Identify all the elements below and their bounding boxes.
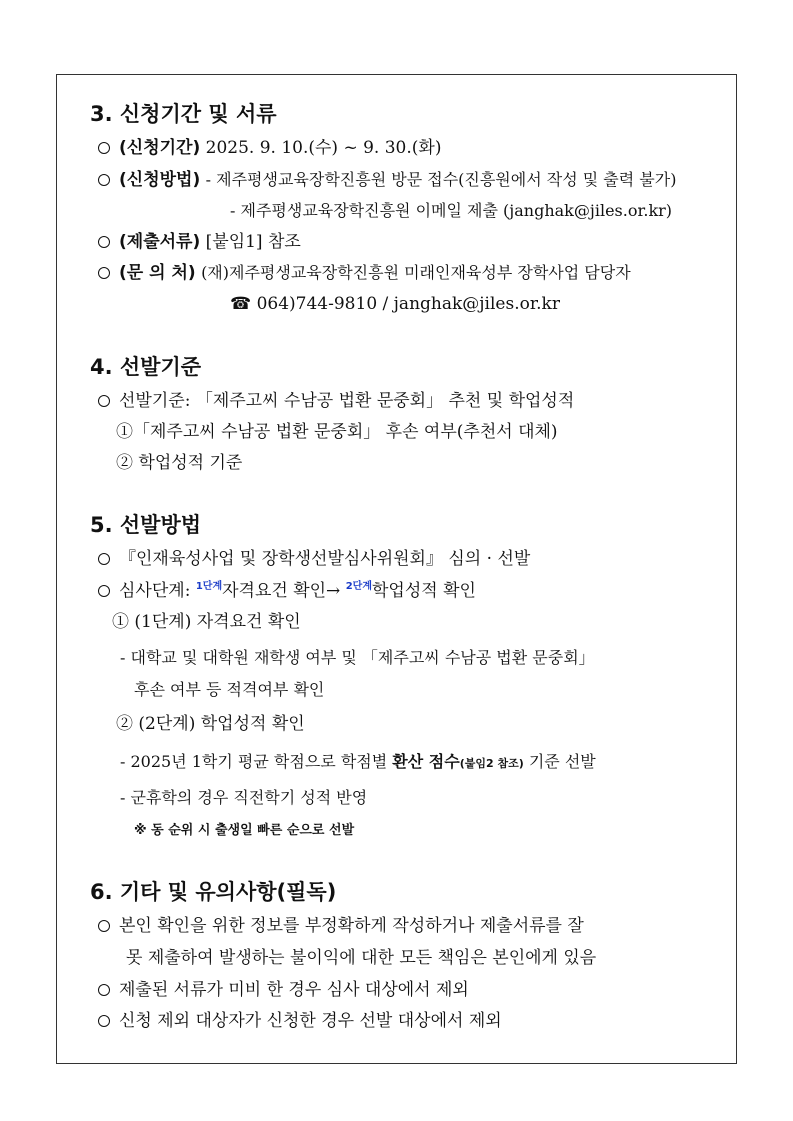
period-label: (신청기간) [119, 138, 201, 158]
method-row [98, 172, 676, 189]
notice-1-line-a: 본인 확인을 위한 정보를 부정확하게 작성하거나 제출서류를 잘 [119, 916, 584, 936]
sub2-title: ② (2단계) 학업성적 확인 [116, 714, 305, 734]
bullet-icon [98, 553, 110, 565]
sub2-line-1-pre: - 2025년 1학기 평균 학점으로 학점별 [120, 752, 393, 771]
contact-phone: 064)744-9810 / janghak@jiles.or.kr [256, 294, 560, 314]
criteria-row [98, 393, 574, 410]
bullet-icon [98, 174, 110, 186]
stage-prefix: 심사단계: [119, 581, 196, 601]
notice-1-row [98, 918, 584, 935]
bullet-icon [98, 267, 110, 279]
sub2-line-1-ref: (붙임2 참조) [459, 757, 524, 770]
stage-2-text: 학업성적 확인 [371, 581, 476, 601]
section-6-heading: 6. 기타 및 유의사항(필독) [90, 880, 337, 904]
docs-label: (제출서류) [119, 232, 201, 252]
criteria-item-1: ①「제주고씨 수남공 법환 문중회」 후손 여부(추천서 대체) [116, 422, 558, 442]
sub2-line-1 [120, 754, 596, 770]
bullet-icon [98, 984, 110, 996]
bullet-icon [98, 585, 110, 597]
method-line-2: - 제주평생교육장학진흥원 이메일 제출 (janghak@jiles.or.kr) [230, 201, 673, 220]
sub1-line-2: 후손 여부 등 적격여부 확인 [134, 680, 325, 699]
tie-break-note: ※ 동 순위 시 출생일 빠른 순으로 선발 [134, 823, 355, 838]
contact-label: (문 의 처) [119, 263, 196, 283]
section-5-heading: 5. 선발방법 [90, 513, 202, 537]
notice-2-row [98, 982, 469, 999]
section-4-heading: 4. 선발기준 [90, 355, 202, 379]
contact-value: (재)제주평생교육장학진흥원 미래인재육성부 장학사업 담당자 [201, 263, 631, 282]
criteria-item-2: ② 학업성적 기준 [116, 453, 243, 473]
method-label: (신청방법) [119, 170, 201, 190]
section-3-heading: 3. 신청기간 및 서류 [90, 102, 277, 126]
method-committee-row [98, 551, 530, 568]
docs-value: [붙임1] 참조 [205, 232, 301, 252]
contact-row [98, 265, 631, 282]
notice-3-text: 신청 제외 대상자가 신청한 경우 선발 대상에서 제외 [119, 1011, 502, 1031]
bullet-icon [98, 1015, 110, 1027]
sub2-line-2: - 군휴학의 경우 직전학기 성적 반영 [120, 788, 368, 807]
stage-row [98, 582, 476, 600]
sub1-line-1: - 대학교 및 대학원 재학생 여부 및 「제주고씨 수남공 법환 문중회」 [120, 648, 595, 667]
bullet-icon [98, 395, 110, 407]
method-line-1: - 제주평생교육장학진흥원 방문 접수(진흥원에서 작성 및 출력 불가) [205, 170, 677, 189]
notice-3-row [98, 1013, 502, 1030]
stage-1-text: 자격요건 확인→ [222, 581, 346, 601]
stage-2-badge: 2단계 [345, 581, 372, 592]
sub2-line-1-post: 기준 선발 [523, 752, 596, 771]
bullet-icon [98, 920, 110, 932]
sub1-title: ① (1단계) 자격요건 확인 [112, 612, 301, 632]
bullet-icon [98, 142, 110, 154]
period-value: 2025. 9. 10.(수) ~ 9. 30.(화) [205, 138, 442, 158]
phone-icon: ☎ [230, 294, 252, 314]
contact-phone-row [230, 296, 560, 313]
period-row [98, 140, 441, 157]
docs-row [98, 234, 301, 251]
notice-2-text: 제출된 서류가 미비 한 경우 심사 대상에서 제외 [119, 980, 469, 1000]
bullet-icon [98, 236, 110, 248]
committee-text: 『인재육성사업 및 장학생선발심사위원회』 심의 · 선발 [119, 549, 531, 569]
sub2-line-1-bold: 환산 점수 [392, 752, 460, 771]
stage-1-badge: 1단계 [195, 581, 223, 592]
notice-1-line-b: 못 제출하여 발생하는 불이익에 대한 모든 책임은 본인에게 있음 [126, 948, 597, 968]
criteria-text: 선발기준: 「제주고씨 수남공 법환 문중회」 추천 및 학업성적 [119, 391, 575, 411]
